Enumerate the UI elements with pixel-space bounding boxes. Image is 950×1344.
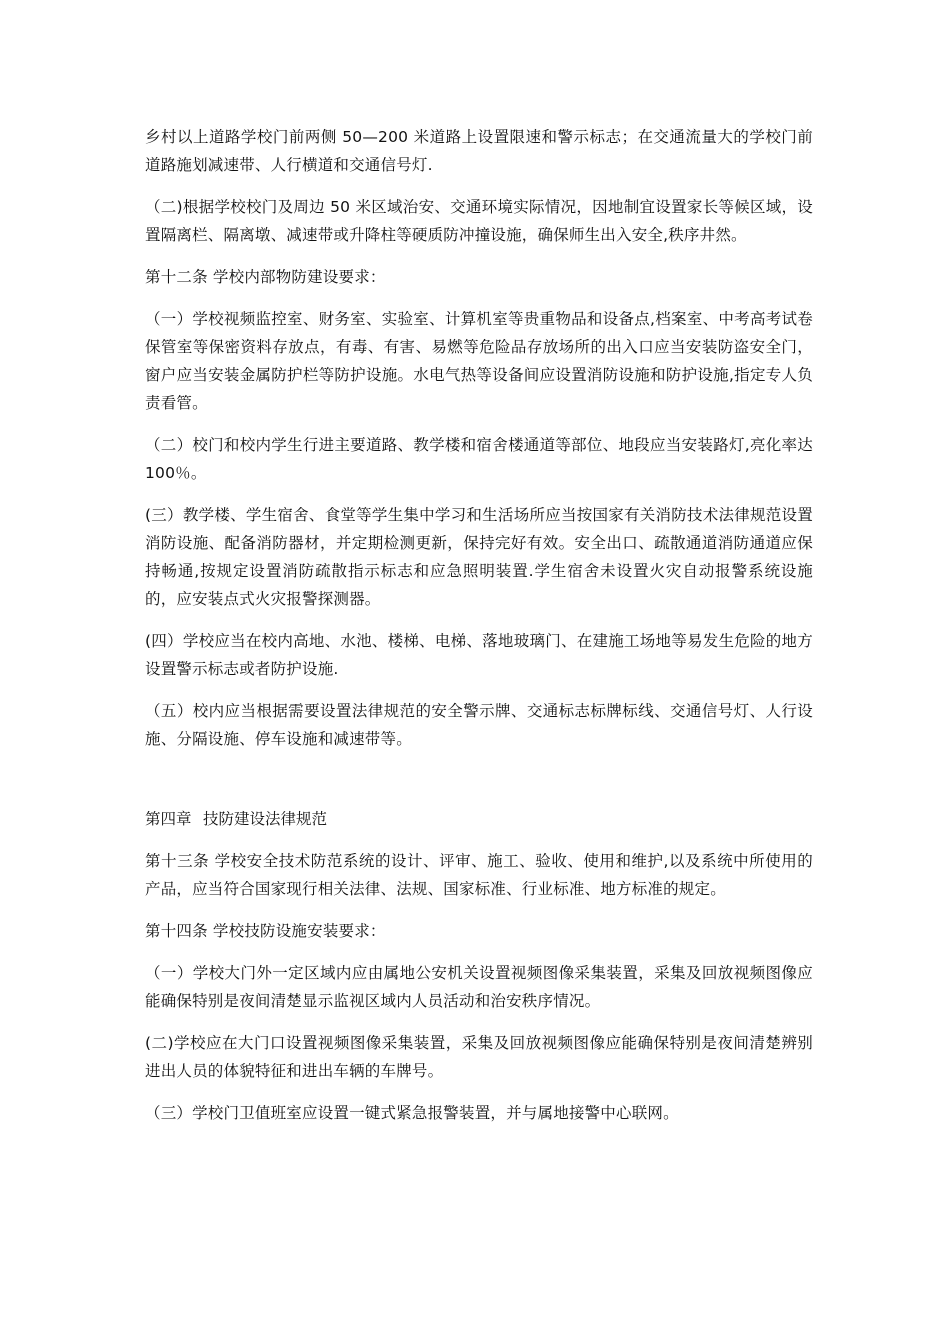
paragraph: (三）教学楼、学生宿舍、食堂等学生集中学习和生活场所应当按国家有关消防技术法律规范设置消防设施、配备消防器材，并定期检测更新，保持完好有效。安全出口、疏散通道消防通道应保持畅通,按规定设置消防疏散指示标志和应急照明装置.学生宿舍未设置火灾自动报警系统设施的，应安装点式火灾报警探测器。 (145, 506, 813, 608)
document-page (145, 123, 813, 1141)
paragraph: (二)学校应在大门口设置视频图像采集装置，采集及回放视频图像应能确保特别是夜间清楚辨别进出人员的体貌特征和进出车辆的车牌号。 (145, 1034, 813, 1080)
article-heading: 第十二条 学校内部物防建设要求： (145, 268, 386, 286)
paragraph: (四）学校应当在校内高地、水池、楼梯、电梯、落地玻璃门、在建施工场地等易发生危险的地方设置警示标志或者防护设施. (145, 632, 813, 678)
paragraph: 第十三条 学校安全技术防范系统的设计、评审、施工、验收、使用和维护,以及系统中所使用的产品，应当符合国家现行相关法律、法规、国家标准、行业标准、地方标准的规定。 (145, 852, 813, 898)
paragraph: （三）学校门卫值班室应设置一键式紧急报警装置，并与属地接警中心联网。 (145, 1104, 679, 1122)
chapter-heading (145, 805, 813, 833)
article-heading: 第十四条 学校技防设施安装要求： (145, 922, 386, 940)
paragraph: （一）学校大门外一定区域内应由属地公安机关设置视频图像采集装置，采集及回放视频图像应能确保特别是夜间清楚显示监视区域内人员活动和治安秩序情况。 (145, 964, 813, 1010)
paragraph: （二）校门和校内学生行进主要道路、教学楼和宿舍楼通道等部位、地段应当安装路灯,亮化率达 100％。 (145, 436, 813, 482)
paragraph: 乡村以上道路学校门前两侧 50—200 米道路上设置限速和警示标志；在交通流量大的学校门前道路施划减速带、人行横道和交通信号灯. (145, 128, 813, 174)
paragraph: （五）校内应当根据需要设置法律规范的安全警示牌、交通标志标牌标线、交通信号灯、人行设施、分隔设施、停车设施和减速带等。 (145, 702, 813, 748)
chapter-title: 技防建设法律规范 (203, 810, 328, 828)
paragraph: （一）学校视频监控室、财务室、实验室、计算机室等贵重物品和设备点,档案室、中考高考试卷保管室等保密资料存放点，有毒、有害、易燃等危险品存放场所的出入口应当安装防盗安全门，窗户应当安装金属防护栏等防护设施。水电气热等设备间应设置消防设施和防护设施,指定专人负责看管。 (145, 310, 813, 412)
chapter-number: 第四章 (145, 810, 192, 828)
paragraph: （二)根据学校校门及周边 50 米区域治安、交通环境实际情况，因地制宜设置家长等候区域，设置隔离栏、隔离墩、减速带或升降柱等硬质防冲撞设施，确保师生出入安全,秩序井然。 (145, 198, 813, 244)
